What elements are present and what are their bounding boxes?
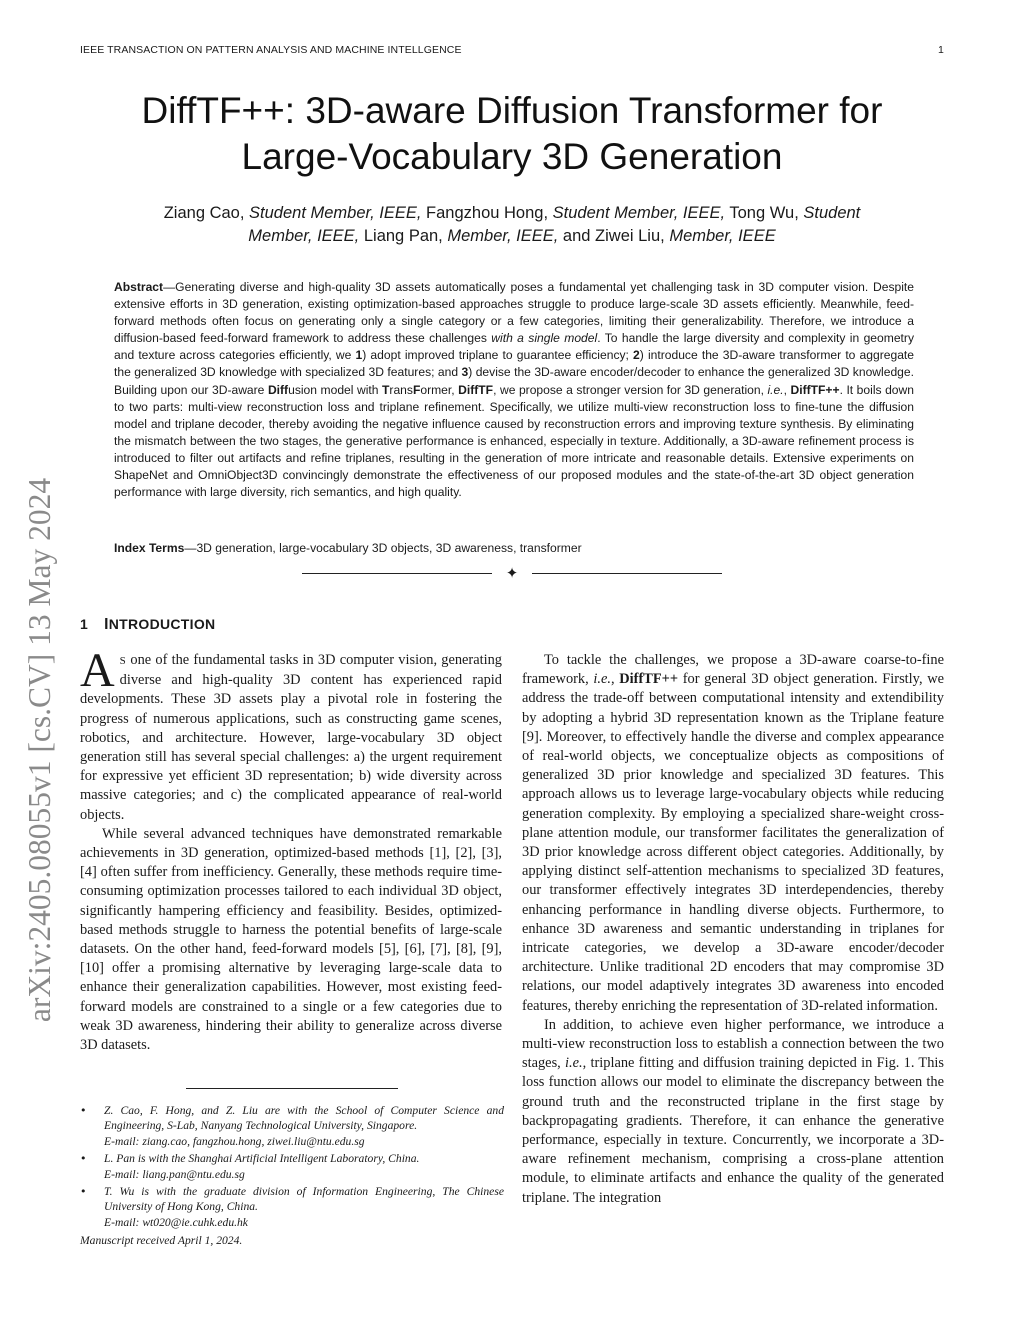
footnote-text: T. Wu is with the graduate division of Information Engineering, The Chinese University of Hong Kong, China. (104, 1185, 504, 1214)
section-number: 1 (80, 616, 89, 632)
footnote-item (80, 1184, 504, 1230)
section-title-initial: I (104, 616, 109, 633)
footnote-email: E-mail: wt020@ie.cuhk.edu.hk (104, 1215, 248, 1229)
abstract-enum: 3 (461, 365, 469, 380)
index-terms-label: Index Terms (114, 541, 185, 555)
index-terms-text: —3D generation, large-vocabulary 3D objects, 3D awareness, transformer (184, 541, 582, 555)
abstract-label: Abstract (114, 280, 164, 294)
abstract-enum: 1 (355, 348, 363, 363)
bullet-icon: • (80, 1104, 87, 1117)
paragraph (80, 644, 502, 825)
paragraph-emphasis: i.e. (593, 671, 611, 688)
paragraph-emphasis: i.e. (565, 1055, 583, 1072)
footnote-item (80, 1151, 504, 1182)
abstract-text: ) devise the 3D-aware encoder/decoder to enhance the generalized 3D knowledge. Building upon our 3D-aware (114, 365, 914, 397)
paragraph-text: , triplane fitting and diffusion training depicted in Fig. 1. This loss function allows our model to eliminate the discrepancy between the ground truth and the reconstructed triplane in the first stage by backpropagating gradients. Therefore, it can enhance the generative performance, especially in texture. Concurrently, we incorporate a 3D-aware refinement mechanism, comprising a cross-plane attention module, to eliminate artifacts and enhance the quality of the generated triplane. The integration (522, 1055, 944, 1206)
left-column (80, 644, 502, 1055)
author-line-1 (100, 202, 924, 225)
abstract-model-name: DiffTF (458, 382, 494, 397)
abstract-text: . To handle the large diversity and complexity in geometry and texture across categories efficiently, we (114, 331, 914, 363)
author-affiliation-role: Member, IEEE, (447, 227, 559, 245)
abstract-enum: 2 (633, 348, 640, 363)
footnote-email: E-mail: ziang.cao, fangzhou.hong, ziwei.liu@ntu.edu.sg (104, 1134, 365, 1148)
abstract-text: , we propose a stronger version for 3D generation, (493, 382, 768, 397)
author-name: Tong Wu, (729, 204, 799, 222)
paragraph: While several advanced techniques have demonstrated remarkable achievements in 3D generation, optimized-based methods [1], [2], [3], [4] often suffer from inefficiency. Generally, these methods require time-consuming optimization processes tailored to each individual 3D object, significantly hampering efficiency and feasibility. Besides, optimized-based methods struggle to harness the potential benefits of large-scale datasets. On the other hand, feed-forward models [5], [6], [7], [8], [9], [10] offer a promising alternative by leveraging large-scale data to enhance their generalization capabilities. However, most existing feed-forward models are constrained to a single or a few categories due to weak 3D awareness, hindering their ability to generalize across diverse 3D datasets. (80, 825, 502, 1054)
bullet-icon: • (80, 1152, 87, 1166)
section-title-rest: NTRODUCTION (108, 616, 216, 632)
abstract-emphasis: F (412, 382, 421, 397)
author-list (100, 202, 924, 248)
smallcaps-text: S (119, 655, 127, 667)
abstract-text: ormer, (420, 382, 459, 397)
section-divider (302, 565, 722, 581)
divider-rule-left (302, 573, 492, 574)
author-name: Fangzhou Hong, (426, 204, 549, 222)
abstract-emphasis: i.e. (767, 382, 784, 397)
title-line-2: Large-Vocabulary 3D Generation (241, 136, 783, 177)
page-number: 1 (938, 44, 944, 56)
abstract-text: —Generating diverse and high-quality 3D assets automatically poses a fundamental yet challenging task in 3D computer vision. Despite extensive efforts in 3D generation, existing optimization-based approaches struggle to produce large-scale 3D assets efficiently. Meanwhile, feed-forward methods often focus on generating only a single category or a few categories, limiting their generalizability. Therefore, we introduce a diffusion-based feed-forward framework to address these challenges (114, 280, 914, 346)
footnote-item (80, 1103, 504, 1149)
divider-diamond-icon: ✦ (505, 564, 519, 582)
bullet-icon: • (80, 1185, 87, 1199)
abstract-emphasis: T (382, 382, 390, 397)
author-affiliation-role: Member, IEEE (669, 227, 776, 245)
paragraph-text: , (611, 671, 620, 688)
abstract (114, 279, 914, 501)
abstract-text: rans (389, 382, 413, 397)
index-terms (114, 540, 914, 557)
author-affiliation-role: Member, IEEE, (248, 227, 360, 245)
footnote-text: Z. Cao, F. Hong, and Z. Liu are with the School of Computer Science and Engineering, S-Lab, Nanyang Technological University, Singapore. (104, 1104, 504, 1133)
paragraph (522, 651, 944, 1016)
abstract-text: , (783, 382, 791, 397)
paragraph-text: one of the fundamental tasks in 3D computer vision, generating diverse and high-quality 3D content has experienced rapid developments. These 3D assets play a pivotal role in fostering the progress of numerous applications, such as constructing game scenes, robotics, and architecture. However, large-vocabulary 3D object generation still has several special challenges: a) the urgent requirement for expressive yet efficient 3D representation; b) wide diversity across massive categories; and c) the complicated appearance of real-world objects. (80, 652, 502, 823)
abstract-emphasis: Diff (267, 382, 289, 397)
author-affiliation-role: Student Member, IEEE, (249, 204, 422, 222)
author-name: Liang Pan, (363, 227, 443, 245)
footnote-text: L. Pan is with the Shanghai Artificial Intelligent Laboratory, China. (104, 1152, 420, 1166)
right-column (522, 651, 944, 1208)
model-name: DiffTF++ (619, 671, 679, 688)
paragraph-text: In addition, to achieve even higher performance, we introduce a multi-view reconstruction loss to establish a connection between the two stages, (522, 1016, 944, 1072)
footnote-email: E-mail: liang.pan@ntu.edu.sg (104, 1167, 245, 1181)
paper-title (90, 88, 934, 180)
footnotes (80, 1103, 504, 1232)
author-name: Ziang Cao, (163, 204, 245, 222)
manuscript-received-note: Manuscript received April 1, 2024. (80, 1234, 243, 1247)
abstract-model-name: DiffTF++ (790, 382, 840, 397)
divider-rule-right (532, 573, 722, 574)
abstract-text: usion model with (288, 382, 383, 397)
author-name: and Ziwei Liu, (562, 227, 665, 245)
section-heading-introduction (80, 616, 215, 634)
abstract-text: . It boils down to two parts: multi-view reconstruction loss and triplane refinement. Specifically, we utilize multi-view reconstruction loss to fine-tune the diffusion model and triplane decoder, thereby avoiding the negative influence caused by reconstruction errors and improving texture synthesis. By eliminating the mismatch between the two stages, the generative performance is enhanced, especially in texture. Additionally, a 3D-aware refinement process is introduced to filter out artifacts and refine triplanes, resulting in the generation of more intricate and reasonable details. Extensive experiments on ShapeNet and OmniObject3D convincingly demonstrate the effectiveness of our proposed modules and the state-of-the-art 3D object generation performance with large diversity, rich semantics, and high quality. (114, 382, 914, 500)
paragraph-text: for general 3D object generation. Firstly, we address the trade-off between computational intensity and extendibility by adopting a hybrid 3D representation known as the Triplane feature [9]. Moreover, to effectively handle the diverse and complex appearance of real-world objects, we conceptualize objects as compositions of generalized 3D prior knowledge and specialized 3D features. This approach allows us to leverage large-vocabulary objects while reducing generation complexity. By employing a specialized share-weight cross-plane attention module, our transformer facilitates the generalization of 3D prior knowledge across different object categories. Additionally, by applying distinct self-attention mechanisms to specialized 3D features, our transformer effectively integrates 3D interdependencies, thereby enhancing performance in handling diverse objects. Furthermore, to enhance 3D awareness and semantic understanding in triplanes for intricate categories, we develop a 3D-aware encoder/decoder architecture. Unlike traditional 2D encoders that may compromise 3D relations, our model adaptively integrates 3D awareness into encoded features, thereby enriching the representation of 3D-related information. (522, 671, 944, 1014)
author-line-2 (100, 225, 924, 248)
arxiv-side-stamp: arXiv:2405.08055v1 [cs.CV] 13 May 2024 (22, 477, 57, 1023)
title-line-1: DiffTF++: 3D-aware Diffusion Transformer for (141, 90, 883, 131)
running-header (80, 44, 944, 56)
drop-cap: A (80, 644, 115, 697)
author-affiliation-role: Student Member, IEEE, (552, 204, 726, 222)
abstract-text: ) introduce the 3D-aware transformer to aggregate the generalized 3D knowledge with specialized 3D features; and (114, 348, 915, 380)
abstract-emphasis: with a single model (491, 331, 598, 346)
footnote-rule (186, 1088, 398, 1089)
journal-name: IEEE TRANSACTION ON PATTERN ANALYSIS AND MACHINE INTELLGENCE (80, 44, 462, 56)
abstract-text: ) adopt improved triplane to guarantee efficiency; (362, 348, 634, 363)
paragraph (522, 1016, 944, 1208)
author-affiliation-role: Student (803, 204, 861, 222)
paragraph-text: To tackle the challenges, we propose a 3D-aware coarse-to-fine framework, (522, 652, 944, 688)
